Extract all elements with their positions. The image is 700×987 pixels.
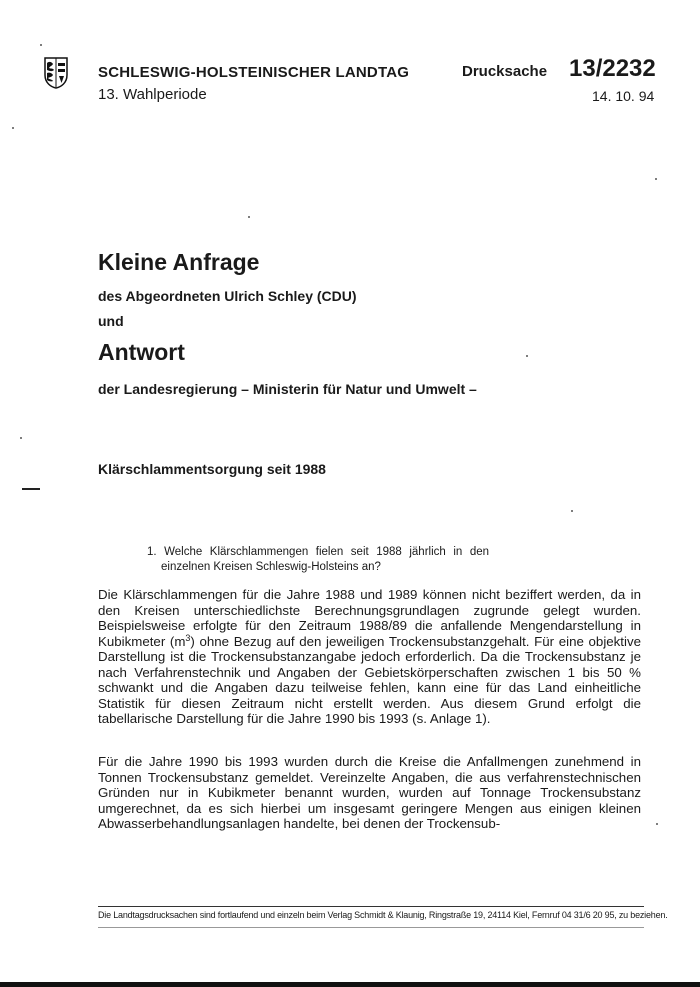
answer-paragraph-1 bbox=[98, 587, 641, 727]
margin-dash bbox=[22, 488, 40, 490]
question-1: 1. Welche Klärschlammengen fielen seit 1988 jährlich in den einzelnen Kreisen Schleswig-Holsteins an? bbox=[147, 546, 489, 573]
und-line: und bbox=[98, 313, 124, 329]
scan-bottom-edge bbox=[0, 982, 700, 987]
legislative-period: 13. Wahlperiode bbox=[98, 86, 207, 103]
scan-speck bbox=[571, 510, 573, 512]
heading-kleine-anfrage: Kleine Anfrage bbox=[98, 249, 260, 275]
scan-speck bbox=[526, 355, 528, 357]
schleswig-holstein-crest-icon bbox=[44, 57, 68, 89]
footer-rule bbox=[98, 906, 644, 907]
answer-p1-start: Die Klärschlammengen für die Jahre 1988 und 1989 können nicht beziffert werden, da in den Kreisen unterschiedlichste Berechnungsgrundlagen zugrunde gelegt wurden. Beispielsweise erfolgte für den Zeitraum 1988/89 die anfallende Mengendarstellung in Kubikmeter (m bbox=[98, 587, 641, 649]
footer-note: Die Landtagsdrucksachen sind fortlaufend und einzeln beim Verlag Schmidt & Klaunig, Ringstraße 19, 24114 Kiel, Fernruf 04 31/6 20 95, zu beziehen. bbox=[98, 910, 668, 920]
drucksache-number: 13/2232 bbox=[569, 55, 656, 82]
parliament-name: SCHLESWIG-HOLSTEINISCHER LANDTAG bbox=[98, 64, 410, 81]
answer-paragraph-2 bbox=[98, 754, 641, 832]
answer-p1-end: ) ohne Bezug auf den jeweiligen Trockensubstanzgehalt. Für eine objektive Darstellung ist die Trockensubstanzangabe jedoch erforderlich. Da die Trockensubstanz je nach Verfahrenstechnik und Angaben der Gebietskörperschaften zwischen 1 bis 50 % schwankt und die Angaben dazu teilweise fehlen, kann eine für das Land einheitliche Statistik für diesen Zeitraum nicht erstellt werden. Aus diesem Grund erfolgt die tabellarische Darstellung für die Jahre 1990 bis 1993 (s. Anlage 1). bbox=[98, 633, 642, 726]
scan-speck bbox=[248, 216, 250, 218]
heading-antwort: Antwort bbox=[98, 339, 185, 365]
drucksache-label: Drucksache bbox=[462, 63, 548, 80]
document-date: 14. 10. 94 bbox=[592, 88, 655, 104]
scan-speck bbox=[20, 437, 22, 439]
scan-speck bbox=[40, 44, 42, 46]
abgeordneter-line: des Abgeordneten Ulrich Schley (CDU) bbox=[98, 288, 357, 304]
scan-speck bbox=[12, 127, 14, 129]
cubic-superscript: 3 bbox=[185, 632, 191, 643]
answer-p2-text: Für die Jahre 1990 bis 1993 wurden durch die Kreise die Anfallmengen zunehmend in Tonnen Trockensubstanz gemeldet. Vereinzelte Angaben, die aus verfahrenstechnischen Gründen nur in Kubikmeter benannt wurden, wurden auf Tonnage Trockensubstanz umgerechnet, da es sich hierbei um insgesamt geringere Mengen aus einigen kleinen Abwasserbehandlungsanlagen handelte, bei denen der Trockensub- bbox=[98, 754, 641, 831]
landesregierung-line: der Landesregierung – Ministerin für Natur und Umwelt – bbox=[98, 381, 477, 397]
scan-speck bbox=[656, 823, 658, 825]
scan-speck bbox=[655, 178, 657, 180]
topic-heading: Klärschlammentsorgung seit 1988 bbox=[98, 461, 326, 477]
footer-rule-lower bbox=[98, 927, 644, 928]
